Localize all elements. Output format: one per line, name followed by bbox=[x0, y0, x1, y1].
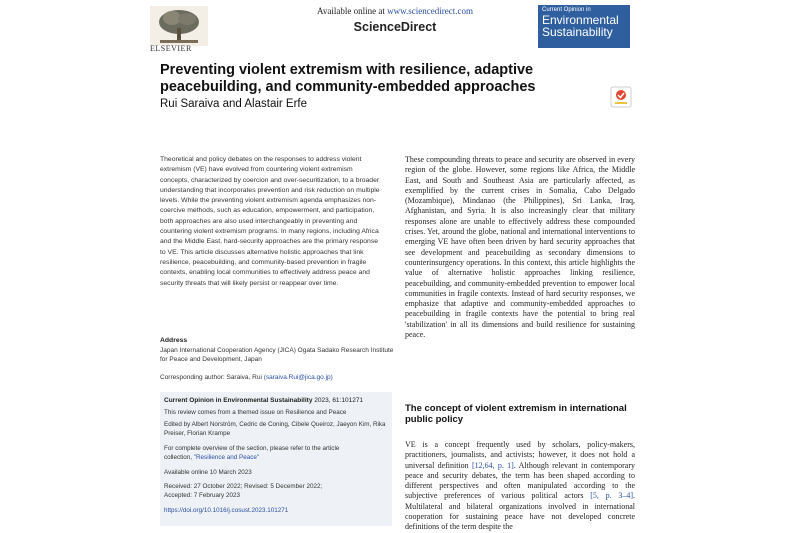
journal-title-line2: Sustainability bbox=[542, 25, 613, 39]
article-authors: Rui Saraiva and Alastair Erfe bbox=[160, 98, 308, 110]
journal-reference-volume: 2023, 61:101271 bbox=[314, 397, 364, 404]
themed-issue: This review comes from a themed issue on Resilience and Peace bbox=[164, 409, 347, 416]
journal-reference bbox=[164, 397, 363, 404]
address-heading: Address bbox=[160, 337, 188, 344]
available-online-date: Available online 10 March 2023 bbox=[164, 469, 252, 476]
publisher-name: ELSEVIER bbox=[150, 44, 192, 53]
body-paragraph-2 bbox=[405, 440, 635, 533]
available-online bbox=[270, 6, 520, 16]
citation-link-1[interactable]: [12,64, p. 1] bbox=[471, 460, 514, 470]
section-heading: The concept of violent extremism in international public policy bbox=[405, 403, 627, 425]
address: Japan International Cooperation Agency (JICA) Ogata Sadako Research Institute for Peace and Development, Japan bbox=[160, 347, 394, 363]
collection-link[interactable]: "Resilience and Peace" bbox=[193, 454, 260, 461]
body-paragraph-1: These compounding threats to peace and security are observed in every region of the globe. However, some regions like Africa, the Middle East, and South and Southeast Asia are particularly affected, as exemplified by the current crises in Somalia, Cabo Delgado (Mozambique), Mindanao (the Philippines), Sri Lanka, Iraq, Afghanistan, and Syria. It is also increasingly clear that military responses alone are unable to effectively address these compounded crises. Yet, around the globe, national and international interventions to emerging VE have often been driven by hard security approaches that see development and peacebuilding as secondary dimensions to counterinsurgency operations. In this context, this article highlights the value of alternative holistic approaches linking resilience, peacebuilding, and community-embedded prevention to empower local communities in fragile contexts. Instead of hard security responses, we emphasize that adaptive and community-embedded approaches to peacebuilding in fragile contexts have the potential to bring real 'stabilization' in all its dimensions and build resilience for sustaining peace. bbox=[405, 155, 635, 340]
para2-text-b: . Although relevant in contemporary peace and security debates, the term has been shaped according to different perspectives and often manipulated according to the subjective preferences of various political actors bbox=[405, 460, 636, 501]
journal-prefix: Current Opinion in bbox=[542, 7, 591, 13]
journal-reference-name: Current Opinion in Environmental Sustainability bbox=[164, 397, 313, 404]
sciencedirect-link[interactable]: www.sciencedirect.com bbox=[387, 6, 473, 16]
check-for-updates-icon[interactable] bbox=[610, 86, 632, 108]
doi-url[interactable]: https://doi.org/10.1016/j.cosust.2023.101271 bbox=[164, 507, 289, 514]
journal-cover bbox=[538, 5, 630, 48]
sciencedirect-wordmark: ScienceDirect bbox=[353, 20, 437, 34]
citation-link-2[interactable]: [5, p. 3–4] bbox=[590, 491, 634, 501]
section-overview bbox=[164, 444, 389, 462]
corresponding-author-name: Corresponding author: Saraiva, Rui bbox=[160, 374, 262, 381]
overview-collection: collection, bbox=[164, 454, 193, 461]
corresponding-author bbox=[160, 374, 333, 381]
accepted-date: Accepted: 7 February 2023 bbox=[164, 492, 240, 499]
received-revised: Received: 27 October 2022; Revised: 5 December 2022; bbox=[164, 483, 323, 490]
received-dates bbox=[164, 482, 389, 500]
journal-title-line1: Environmental bbox=[542, 13, 619, 27]
doi-link[interactable] bbox=[164, 506, 389, 515]
abstract: Theoretical and policy debates on the responses to address violent extremism (VE) have evolved from countering violent extremism concepts, characterized by coercion and over-securitization, to a broader understanding that incorporates prevention and risk reduction on multiple levels. While the preventing violent extremism agenda emphasizes non-coercive methods, such as education, empowerment, and participation, both approaches are also used interchangeably in preventing and countering violent extremism programs. In many regions, including Africa and the Middle East, hard-security approaches are the primary response to VE. This article discusses alternative holistic approaches that link resilience, peacebuilding, and community-based prevention in fragile contexts, enabling local communities to effectively address peace and security threats that will likely persist or reappear over time. bbox=[160, 156, 380, 287]
para2-text-c: . Multilateral and bilateral organizations involved in international cooperation for sustaining peace have not developed concrete definitions of the term despite the bbox=[405, 491, 636, 532]
corresponding-email-link[interactable]: (saraiva.Rui@jica.go.jp) bbox=[263, 374, 333, 381]
edited-by: Edited by Albert Norström, Cedric de Coning, Cibele Queiroz, Jaeyon Kim, Rika Preiser, Florian Krampe bbox=[164, 421, 386, 437]
article-title: Preventing violent extremism with resilience, adaptive peacebuilding, and community-embedded approaches bbox=[160, 62, 536, 95]
available-prefix: Available online at bbox=[317, 6, 385, 16]
overview-text: For complete overview of the section, please refer to the article bbox=[164, 445, 340, 452]
para2-text-a: VE is a concept frequently used by scholars, policy-makers, practitioners, journalists, and activists; however, it does not hold a universal definition bbox=[405, 440, 635, 470]
